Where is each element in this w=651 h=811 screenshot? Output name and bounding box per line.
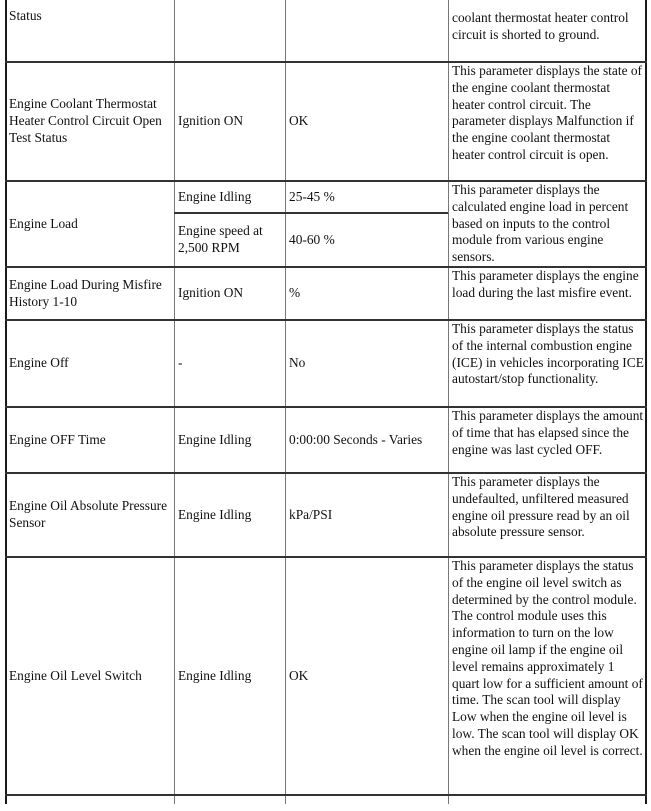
condition-cell [175,63,285,180]
value-text: OK [289,667,309,683]
parameter-cell [6,63,174,180]
value-text: kPa/PSI [289,506,333,522]
parameter-name: Engine Off [9,355,69,371]
value-text: % [289,285,301,301]
description-text: This parameter displays the amount of time that has elapsed since the engine was last cycled OFF. [452,408,644,457]
value-cell [286,474,448,556]
description-text: coolant thermostat heater control circuit is shorted to ground. [452,10,629,42]
value-text: No [289,355,306,371]
parameter-name: Status [9,8,42,23]
description-text: This parameter displays the status of the engine oil level switch as determined by the control module. The control module uses this information to turn on the low engine oil lamp if the engine oil level remains approximately 1 quart low for a sufficient amount of time. The scan tool will display Low when the engine oil level is low. The scan tool will display OK when the engine oil level is correct. [452,558,643,758]
parameter-cell [6,268,174,319]
condition-text: Ignition ON [178,113,244,129]
value-cell [286,182,448,212]
condition-text: Engine Idling [178,431,252,447]
description-text: This parameter displays the engine load during the last misfire event. [452,268,639,300]
parameter-name: Engine Oil Level Switch [9,667,142,683]
value-cell [286,321,448,406]
value-text: 40-60 % [289,231,335,247]
description-text: This parameter displays the state of the engine coolant thermostat heater control circuit. The parameter displays Malfunction if the engine coolant thermostat heater control circuit is open. [452,63,643,162]
parameter-cell [6,558,174,794]
parameter-name: Engine OFF Time [9,431,106,447]
table-border-right [645,0,647,804]
description-text: This parameter displays the status of the internal combustion engine (ICE) in vehicles incorporating ICE autostart/stop functionality. [452,321,644,387]
parameter-cell [6,321,174,406]
condition-cell [175,474,285,556]
condition-cell [175,558,285,794]
description-cell [449,474,645,556]
condition-cell [175,268,285,319]
value-text: OK [289,113,309,129]
description-cell [449,63,645,180]
description-text: This parameter displays the undefaulted, unfiltered measured engine oil pressure read by an oil absolute pressure sensor. [452,474,630,540]
parameter-cell [6,8,174,28]
condition-text: Engine Idling [178,506,252,522]
description-cell [449,10,645,60]
condition-text: Engine Idling [178,667,252,683]
parameter-name: Engine Load [9,215,78,231]
parameter-name: Engine Load During Misfire History 1-10 [9,276,162,309]
description-cell [449,408,645,472]
condition-text: - [178,355,183,371]
description-cell [449,182,645,266]
value-cell [286,63,448,180]
value-cell [286,214,448,266]
parameter-name: Engine Oil Absolute Pressure Sensor [9,498,168,530]
parameter-name: Engine Coolant Thermostat Heater Control Circuit Open Test Status [9,96,162,145]
value-cell [286,408,448,472]
row-divider [5,794,647,796]
condition-cell [175,321,285,406]
condition-text: Engine speed at 2,500 RPM [178,223,263,255]
description-cell [449,268,645,319]
condition-cell [175,182,285,212]
condition-cell [175,214,283,266]
value-text: 25-45 % [289,188,335,204]
description-text: This parameter displays the calculated engine load in percent based on inputs to the control module from various engine sensors. [452,182,629,265]
parameter-cell [6,182,174,266]
condition-cell [175,408,285,472]
condition-text: Ignition ON [178,285,244,301]
description-cell [449,558,645,794]
value-text: 0:00:00 Seconds - Varies [289,431,423,447]
parameter-cell [6,474,174,556]
condition-text: Engine Idling [178,188,252,204]
parameter-cell [6,408,174,472]
value-cell [286,558,448,794]
value-cell [286,268,448,319]
description-cell [449,321,645,406]
